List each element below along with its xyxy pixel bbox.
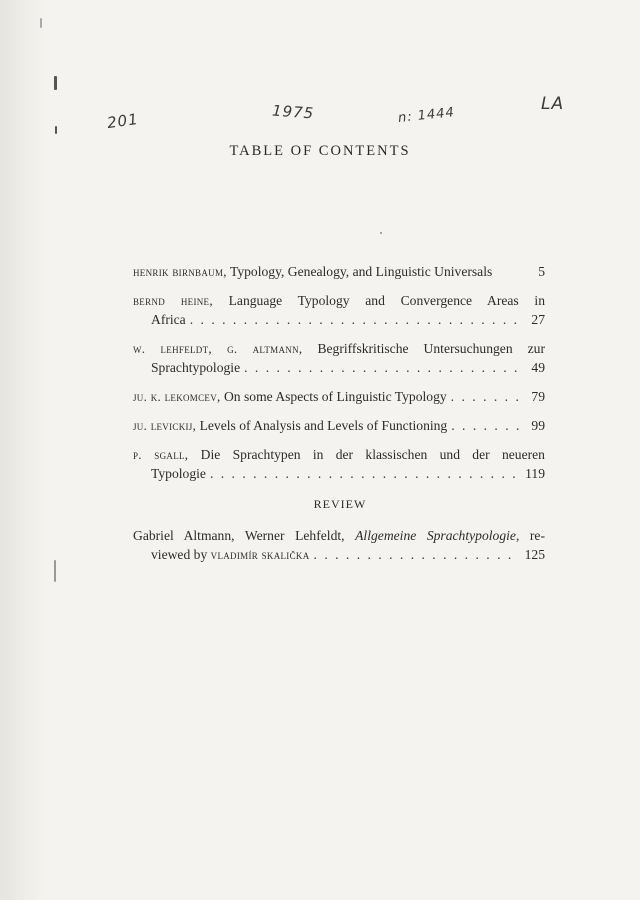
dot-leader bbox=[314, 545, 519, 564]
toc-entry-line bbox=[133, 291, 545, 310]
toc-page-number: 99 bbox=[531, 418, 545, 433]
toc-page-number: 79 bbox=[531, 389, 545, 404]
toc-page-number: 119 bbox=[525, 466, 545, 481]
handwritten-note: 201 bbox=[105, 109, 140, 133]
handwritten-number: n: 1444 bbox=[397, 105, 456, 126]
toc-entry-line bbox=[133, 445, 545, 464]
toc-title-continued: Typologie bbox=[151, 466, 206, 481]
page-title: TABLE OF CONTENTS bbox=[229, 143, 411, 159]
toc-entry bbox=[133, 291, 545, 329]
dot-leader bbox=[451, 416, 519, 435]
toc-title: Language Typology and Convergence Areas in bbox=[228, 293, 545, 308]
toc-author: henrik birnbaum, bbox=[133, 264, 227, 279]
binding-mark bbox=[54, 560, 56, 582]
review-viewed-by: viewed by bbox=[151, 547, 208, 562]
toc-author: w. lehfeldt, g. altmann, bbox=[133, 341, 303, 356]
toc-entry bbox=[133, 416, 545, 435]
toc-entry-continuation bbox=[133, 464, 545, 483]
toc-title: Begriffskritische Untersuchungen zur bbox=[317, 341, 545, 356]
toc-entry bbox=[133, 445, 545, 483]
page-gutter-shadow bbox=[0, 0, 46, 900]
toc-page-number: 5 bbox=[538, 264, 545, 279]
binding-mark bbox=[40, 18, 42, 28]
toc-entry-continuation bbox=[133, 310, 545, 329]
toc-title: On some Aspects of Linguistic Typology bbox=[223, 389, 447, 404]
toc-title-continued: Africa bbox=[151, 312, 186, 327]
review-authors: Gabriel Altmann, Werner Lehfeldt, bbox=[133, 528, 345, 543]
dot-leader bbox=[190, 310, 519, 329]
toc-page-number: 27 bbox=[531, 312, 545, 327]
handwritten-initials: LA bbox=[541, 94, 565, 114]
toc-title: Typology, Genealogy, and Linguistic Universals bbox=[229, 264, 493, 279]
toc-author: bernd heine, bbox=[133, 293, 213, 308]
dot-leader bbox=[451, 387, 519, 406]
review-line-continuation bbox=[133, 545, 545, 564]
toc-entry-line bbox=[133, 387, 545, 406]
review-hyphen: , re- bbox=[515, 528, 545, 543]
review-book-title: Allgemeine Sprachtypologie bbox=[355, 528, 516, 543]
toc-entry-line bbox=[133, 416, 545, 435]
toc-author: ju. levickij, bbox=[133, 418, 197, 433]
toc-list bbox=[133, 262, 545, 493]
toc-entry-line bbox=[133, 339, 545, 358]
toc-entry bbox=[133, 339, 545, 377]
toc-author: p. sgall, bbox=[133, 447, 189, 462]
dot-leader bbox=[210, 464, 519, 483]
toc-entry bbox=[133, 387, 545, 406]
toc-entry-continuation bbox=[133, 358, 545, 377]
review-entry bbox=[133, 526, 545, 564]
review-page-number: 125 bbox=[524, 547, 545, 562]
toc-entry-line bbox=[133, 262, 545, 281]
binding-mark bbox=[55, 126, 57, 134]
review-line bbox=[133, 526, 545, 545]
toc-title-continued: Sprachtypologie bbox=[151, 360, 241, 375]
binding-mark bbox=[54, 76, 57, 90]
speck bbox=[380, 232, 382, 234]
toc-title: Die Sprachtypen in der klassischen und der neueren bbox=[200, 447, 545, 462]
dot-leader bbox=[244, 358, 519, 377]
review-heading: REVIEW bbox=[313, 497, 367, 511]
toc-entry bbox=[133, 262, 545, 281]
handwritten-year: 1975 bbox=[271, 101, 315, 123]
toc-page-number: 49 bbox=[531, 360, 545, 375]
review-reviewer: vladimír skalička bbox=[210, 547, 310, 562]
toc-author: ju. k. lekomcev, bbox=[133, 389, 221, 404]
toc-title: Levels of Analysis and Levels of Functioning bbox=[199, 418, 448, 433]
